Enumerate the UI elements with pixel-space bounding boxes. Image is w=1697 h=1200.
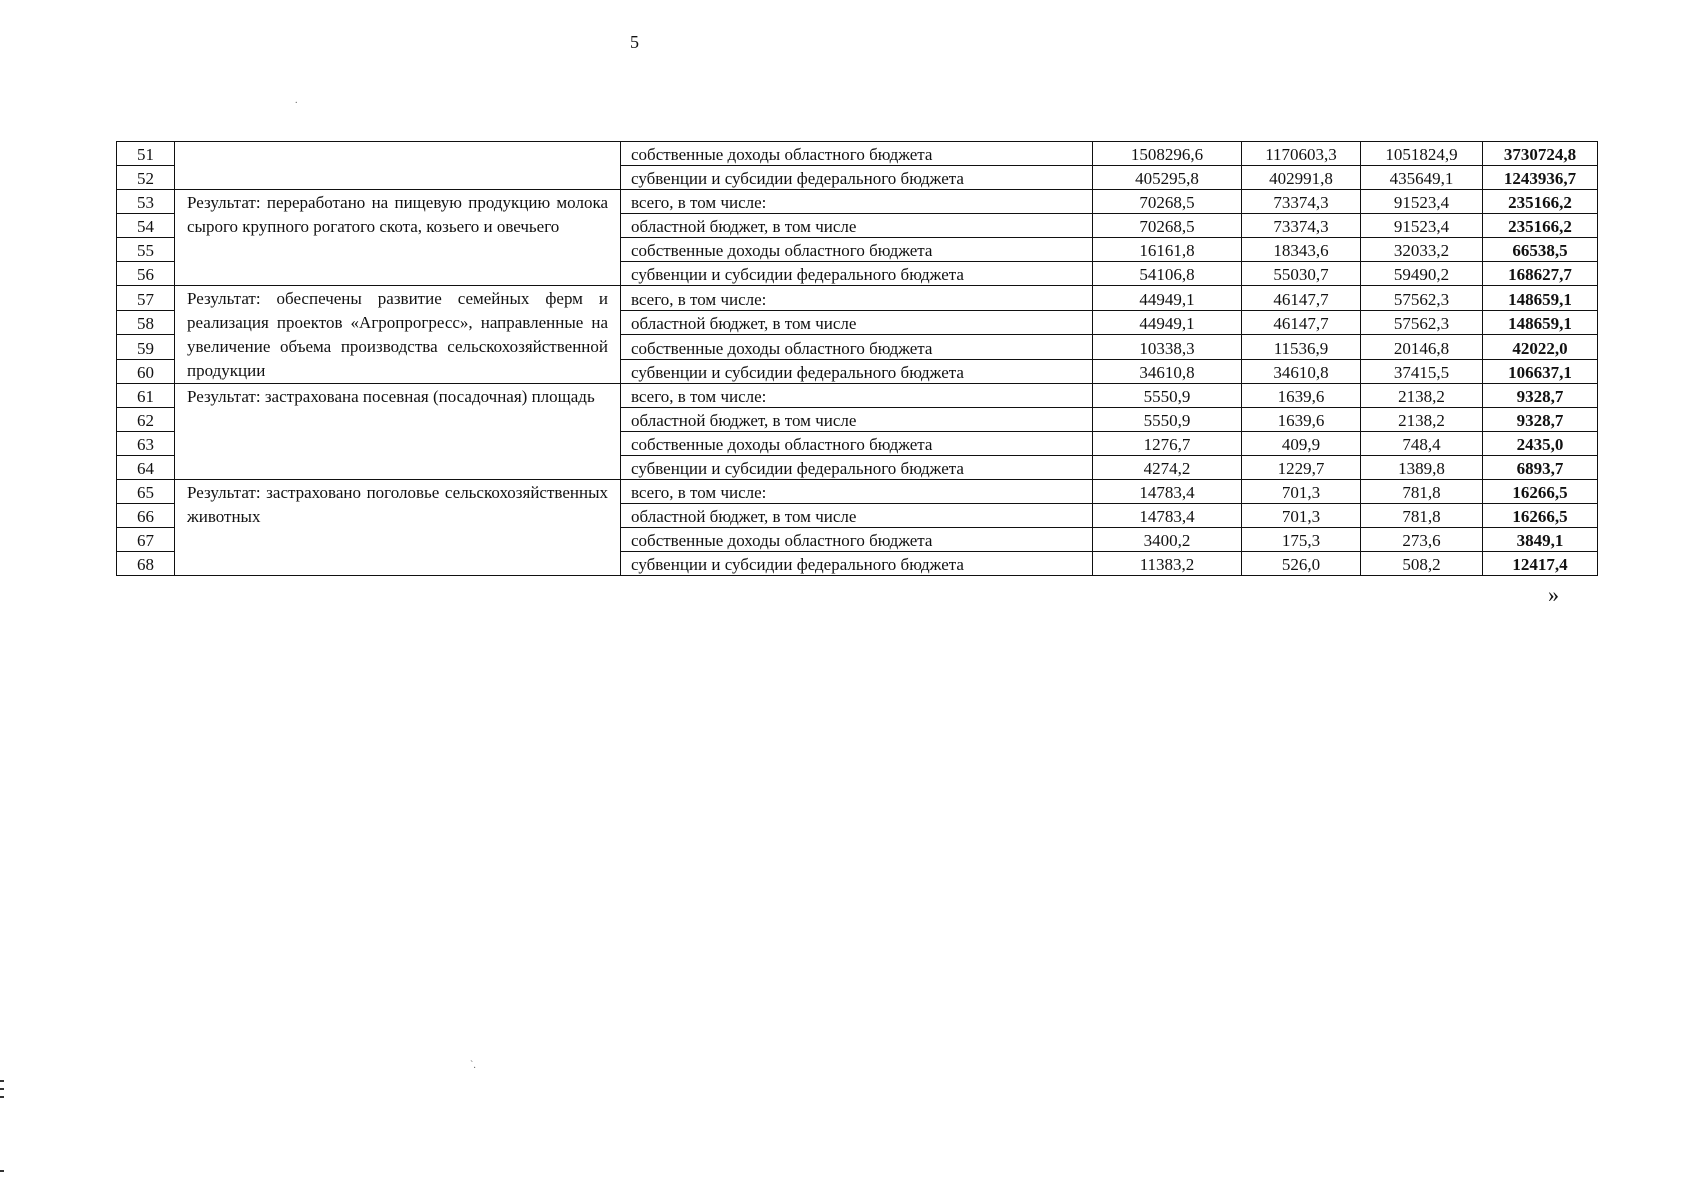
- value-total: 3730724,8: [1483, 142, 1598, 166]
- row-number: 68: [117, 552, 175, 576]
- row-number: 52: [117, 166, 175, 190]
- funding-source: собственные доходы областного бюджета: [621, 142, 1093, 166]
- value-total: 6893,7: [1483, 456, 1598, 480]
- row-number: 51: [117, 142, 175, 166]
- row-number: 61: [117, 384, 175, 408]
- funding-source: областной бюджет, в том числе: [621, 214, 1093, 238]
- scan-edge-mark: [0, 1170, 4, 1172]
- value-year-2: 73374,3: [1242, 214, 1361, 238]
- value-year-2: 1639,6: [1242, 408, 1361, 432]
- value-year-1: 14783,4: [1093, 480, 1242, 504]
- funding-source: областной бюджет, в том числе: [621, 504, 1093, 528]
- scan-speck: `.: [470, 1060, 476, 1071]
- funding-source: собственные доходы областного бюджета: [621, 238, 1093, 262]
- row-number: 64: [117, 456, 175, 480]
- value-year-3: 91523,4: [1361, 190, 1483, 214]
- value-year-1: 10338,3: [1093, 335, 1242, 360]
- value-year-1: 16161,8: [1093, 238, 1242, 262]
- value-year-3: 781,8: [1361, 480, 1483, 504]
- row-number: 59: [117, 335, 175, 360]
- value-year-2: 46147,7: [1242, 310, 1361, 335]
- funding-source: областной бюджет, в том числе: [621, 310, 1093, 335]
- value-year-3: 508,2: [1361, 552, 1483, 576]
- funding-source: собственные доходы областного бюджета: [621, 335, 1093, 360]
- funding-source: субвенции и субсидии федерального бюджета: [621, 456, 1093, 480]
- value-total: 106637,1: [1483, 359, 1598, 384]
- value-year-1: 5550,9: [1093, 408, 1242, 432]
- value-year-3: 781,8: [1361, 504, 1483, 528]
- value-year-1: 70268,5: [1093, 190, 1242, 214]
- row-number: 55: [117, 238, 175, 262]
- value-year-2: 402991,8: [1242, 166, 1361, 190]
- row-number: 57: [117, 286, 175, 311]
- row-number: 54: [117, 214, 175, 238]
- value-year-3: 1051824,9: [1361, 142, 1483, 166]
- funding-source: всего, в том числе:: [621, 190, 1093, 214]
- value-year-3: 59490,2: [1361, 262, 1483, 286]
- row-number: 65: [117, 480, 175, 504]
- value-year-2: 34610,8: [1242, 359, 1361, 384]
- funding-source: субвенции и субсидии федерального бюджета: [621, 166, 1093, 190]
- value-total: 66538,5: [1483, 238, 1598, 262]
- value-total: 2435,0: [1483, 432, 1598, 456]
- scan-edge-mark: [0, 1080, 4, 1082]
- value-year-3: 32033,2: [1361, 238, 1483, 262]
- scan-speck: .: [295, 95, 298, 106]
- table-row: [117, 142, 1598, 166]
- funding-source: всего, в том числе:: [621, 286, 1093, 311]
- row-number: 66: [117, 504, 175, 528]
- value-total: 12417,4: [1483, 552, 1598, 576]
- value-total: 168627,7: [1483, 262, 1598, 286]
- value-year-2: 11536,9: [1242, 335, 1361, 360]
- table-row: [117, 286, 1598, 311]
- value-year-3: 1389,8: [1361, 456, 1483, 480]
- value-total: 16266,5: [1483, 480, 1598, 504]
- value-total: 235166,2: [1483, 190, 1598, 214]
- budget-table-body: [117, 142, 1598, 576]
- funding-source: субвенции и субсидии федерального бюджета: [621, 262, 1093, 286]
- value-year-1: 70268,5: [1093, 214, 1242, 238]
- value-year-1: 54106,8: [1093, 262, 1242, 286]
- value-year-3: 748,4: [1361, 432, 1483, 456]
- funding-source: всего, в том числе:: [621, 384, 1093, 408]
- value-year-3: 435649,1: [1361, 166, 1483, 190]
- value-year-1: 1276,7: [1093, 432, 1242, 456]
- budget-table: [116, 141, 1598, 576]
- value-year-1: 44949,1: [1093, 286, 1242, 311]
- value-year-2: 55030,7: [1242, 262, 1361, 286]
- value-total: 148659,1: [1483, 286, 1598, 311]
- value-year-2: 526,0: [1242, 552, 1361, 576]
- value-total: 9328,7: [1483, 384, 1598, 408]
- value-year-2: 701,3: [1242, 504, 1361, 528]
- value-year-2: 175,3: [1242, 528, 1361, 552]
- value-year-2: 1639,6: [1242, 384, 1361, 408]
- value-total: 9328,7: [1483, 408, 1598, 432]
- row-number: 63: [117, 432, 175, 456]
- closing-quote: »: [1548, 582, 1559, 607]
- value-year-2: 73374,3: [1242, 190, 1361, 214]
- value-year-3: 57562,3: [1361, 310, 1483, 335]
- table-row: [117, 384, 1598, 408]
- value-total: 42022,0: [1483, 335, 1598, 360]
- result-description: Результат: застраховано поголовье сельскохозяйственных животных: [175, 480, 621, 576]
- value-year-2: 1229,7: [1242, 456, 1361, 480]
- value-year-3: 2138,2: [1361, 384, 1483, 408]
- value-year-2: 1170603,3: [1242, 142, 1361, 166]
- value-year-1: 3400,2: [1093, 528, 1242, 552]
- value-year-3: 20146,8: [1361, 335, 1483, 360]
- value-year-1: 405295,8: [1093, 166, 1242, 190]
- value-year-1: 1508296,6: [1093, 142, 1242, 166]
- value-year-2: 409,9: [1242, 432, 1361, 456]
- value-year-2: 18343,6: [1242, 238, 1361, 262]
- value-year-1: 11383,2: [1093, 552, 1242, 576]
- funding-source: всего, в том числе:: [621, 480, 1093, 504]
- funding-source: собственные доходы областного бюджета: [621, 432, 1093, 456]
- value-year-3: 57562,3: [1361, 286, 1483, 311]
- result-description: Результат: застрахована посевная (посадочная) площадь: [175, 384, 621, 480]
- table-row: [117, 190, 1598, 214]
- funding-source: субвенции и субсидии федерального бюджета: [621, 552, 1093, 576]
- result-description: Результат: переработано на пищевую продукцию молока сырого крупного рогатого скота, козьего и овечьего: [175, 190, 621, 286]
- value-year-1: 44949,1: [1093, 310, 1242, 335]
- value-year-3: 91523,4: [1361, 214, 1483, 238]
- scan-edge-mark: [0, 1096, 4, 1098]
- value-total: 148659,1: [1483, 310, 1598, 335]
- funding-source: собственные доходы областного бюджета: [621, 528, 1093, 552]
- value-year-2: 46147,7: [1242, 286, 1361, 311]
- row-number: 56: [117, 262, 175, 286]
- row-number: 62: [117, 408, 175, 432]
- row-number: 67: [117, 528, 175, 552]
- value-year-1: 4274,2: [1093, 456, 1242, 480]
- value-total: 3849,1: [1483, 528, 1598, 552]
- funding-source: субвенции и субсидии федерального бюджета: [621, 359, 1093, 384]
- page-number: 5: [630, 32, 639, 52]
- scan-edge-mark: [0, 1088, 4, 1090]
- value-total: 235166,2: [1483, 214, 1598, 238]
- funding-source: областной бюджет, в том числе: [621, 408, 1093, 432]
- row-number: 53: [117, 190, 175, 214]
- row-number: 60: [117, 359, 175, 384]
- value-year-2: 701,3: [1242, 480, 1361, 504]
- value-year-3: 37415,5: [1361, 359, 1483, 384]
- value-total: 16266,5: [1483, 504, 1598, 528]
- result-description: [175, 142, 621, 190]
- value-year-1: 5550,9: [1093, 384, 1242, 408]
- value-year-3: 273,6: [1361, 528, 1483, 552]
- value-year-1: 14783,4: [1093, 504, 1242, 528]
- table-row: [117, 480, 1598, 504]
- value-total: 1243936,7: [1483, 166, 1598, 190]
- result-description: Результат: обеспечены развитие семейных ферм и реализация проектов «Агропрогресс», направленные на увеличение объема производства сельскохозяйственной продукции: [175, 286, 621, 384]
- row-number: 58: [117, 310, 175, 335]
- value-year-1: 34610,8: [1093, 359, 1242, 384]
- value-year-3: 2138,2: [1361, 408, 1483, 432]
